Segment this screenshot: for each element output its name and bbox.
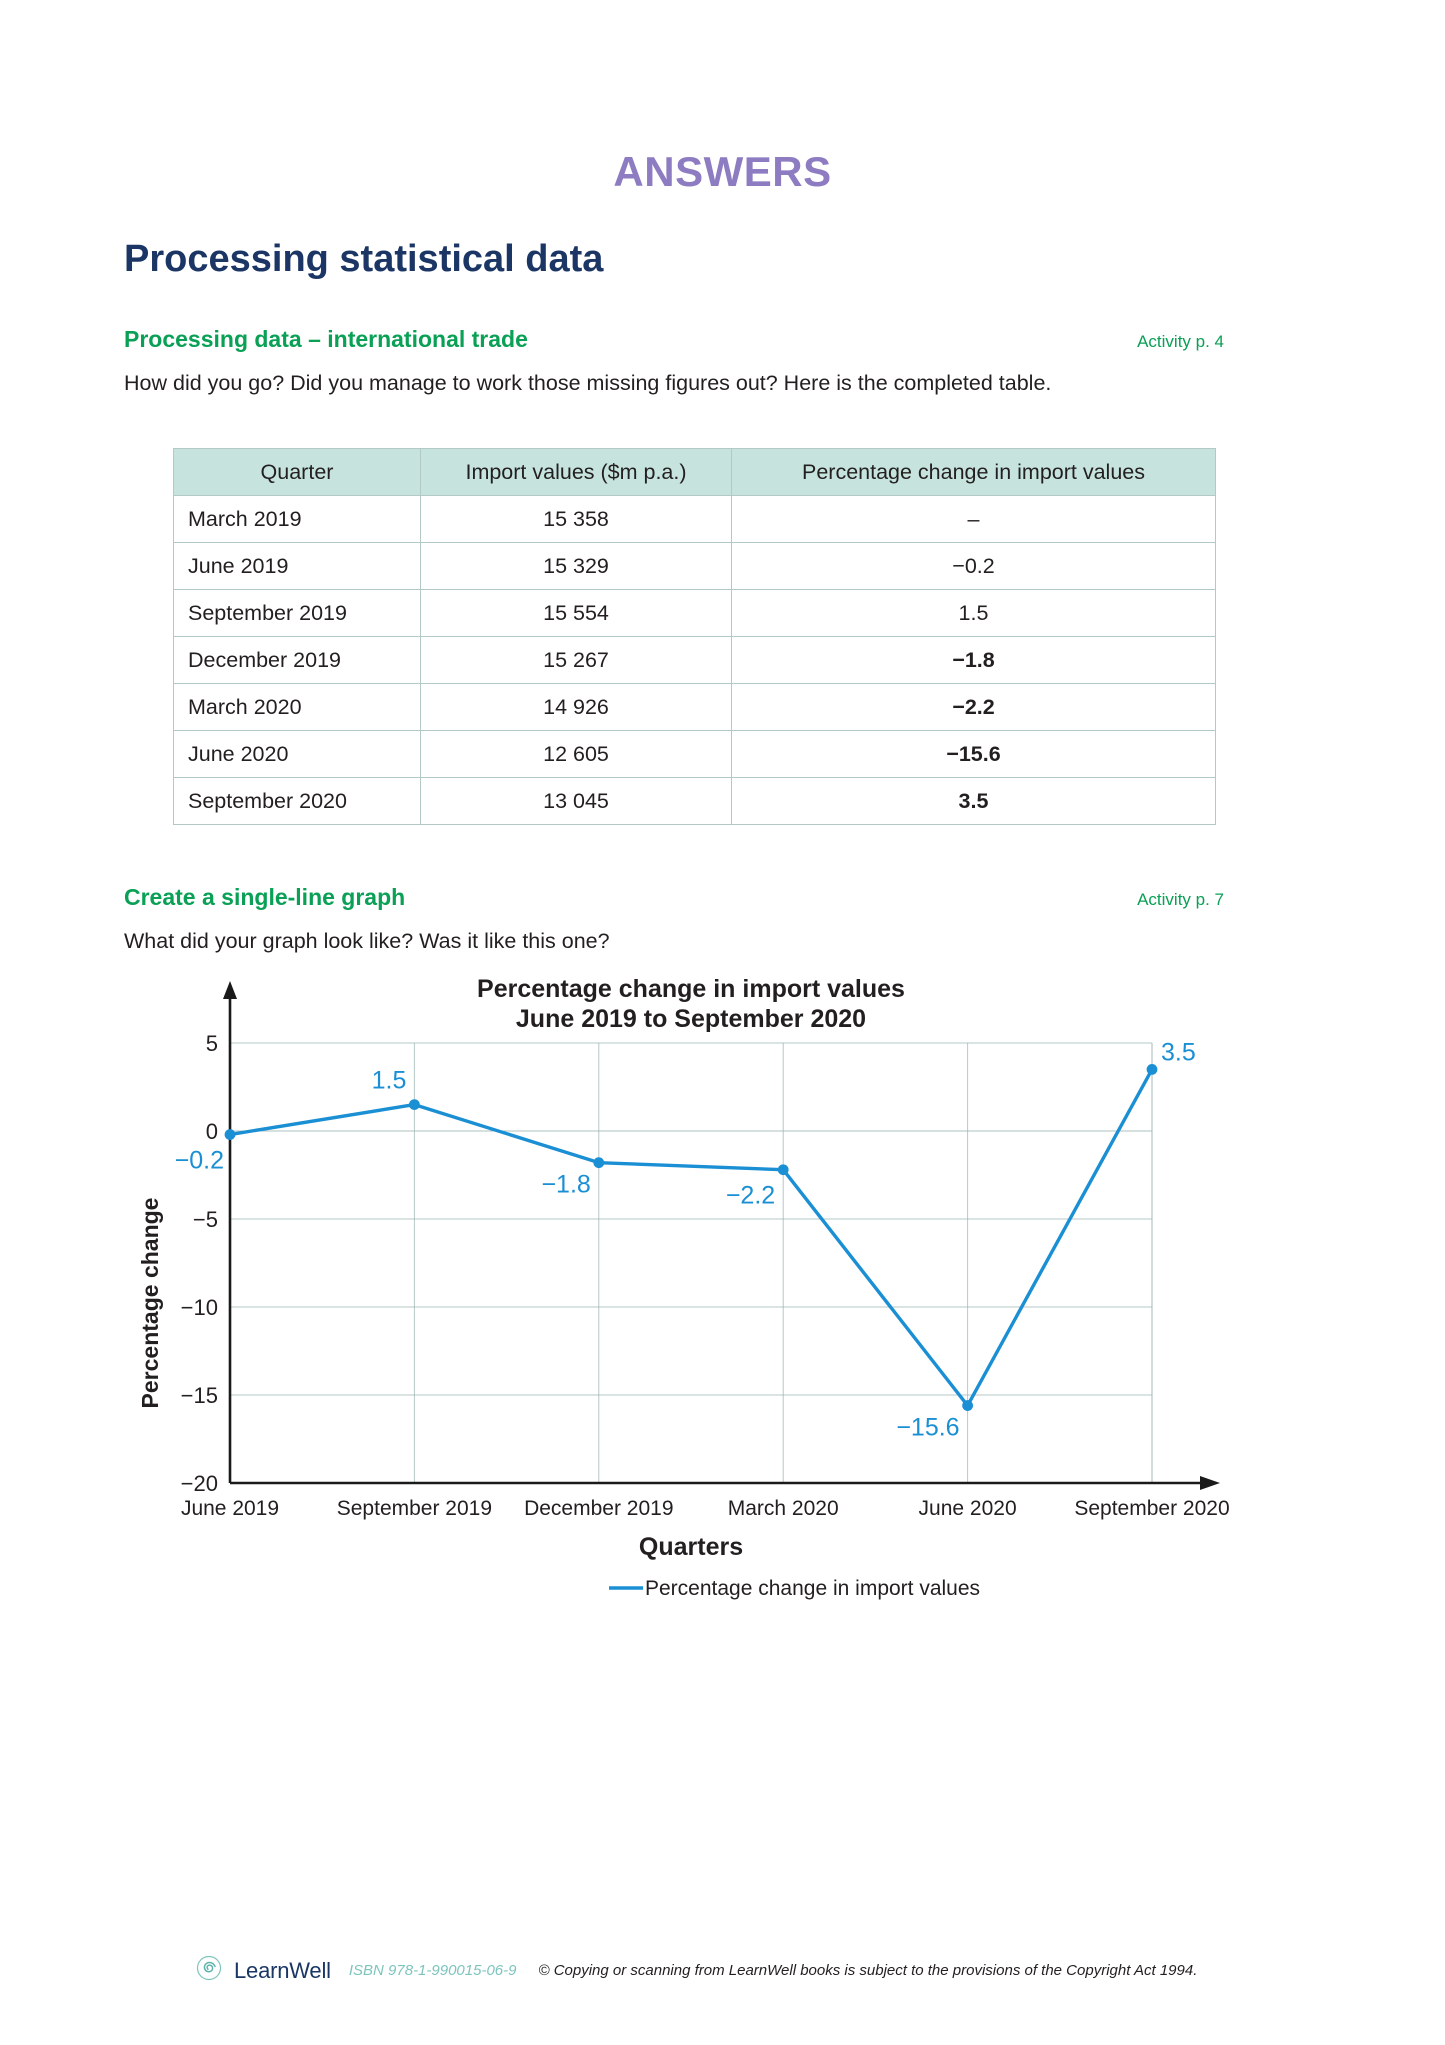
- cell-import-value: 13 045: [421, 778, 732, 825]
- y-axis-tick-label: −20: [180, 1471, 218, 1496]
- table-row: [174, 731, 1216, 778]
- cell-quarter: June 2019: [174, 543, 421, 590]
- chart-data-point-label: −0.2: [174, 1146, 224, 1175]
- x-axis-title: Quarters: [638, 1533, 744, 1561]
- page-footer: [196, 1955, 1197, 1986]
- chart-data-point: [225, 1129, 236, 1140]
- x-axis-tick-label: June 2019: [180, 1497, 280, 1520]
- section-body-1: How did you go? Did you manage to work those missing figures out? Here is the completed table.: [124, 371, 1052, 395]
- cell-quarter: September 2020: [174, 778, 421, 825]
- cell-percentage-change: –: [732, 496, 1216, 543]
- chart-data-point-label: 1.5: [371, 1066, 407, 1095]
- table-row: [174, 543, 1216, 590]
- y-axis-arrowhead: [223, 981, 237, 999]
- answers-title: ANSWERS: [613, 148, 832, 195]
- chart-data-point-label: −2.2: [725, 1181, 776, 1210]
- chart-title: Percentage change in import values: [477, 975, 905, 1003]
- y-axis-tick-label: 0: [205, 1119, 218, 1144]
- cell-percentage-change: 1.5: [732, 590, 1216, 637]
- cell-import-value: 15 554: [421, 590, 732, 637]
- cell-import-value: 15 267: [421, 637, 732, 684]
- x-axis-tick-label: December 2019: [524, 1497, 674, 1520]
- table-row: [174, 684, 1216, 731]
- activity-reference-2: Activity p. 7: [1137, 890, 1224, 909]
- cell-quarter: September 2019: [174, 590, 421, 637]
- column-header-quarter: Quarter: [174, 449, 421, 496]
- cell-percentage-change: 3.5: [732, 778, 1216, 825]
- chart-data-point: [593, 1157, 604, 1168]
- cell-quarter: December 2019: [174, 637, 421, 684]
- chart-data-line: [230, 1066, 1152, 1405]
- y-axis-tick-label: −5: [192, 1207, 218, 1232]
- cell-percentage-change: −15.6: [732, 731, 1216, 778]
- x-axis-tick-label: June 2020: [918, 1497, 1017, 1520]
- legend-label: Percentage change in import values: [645, 1577, 981, 1600]
- chart-canvas: [124, 975, 1324, 1635]
- import-values-table: [173, 448, 1216, 825]
- cell-import-value: 12 605: [421, 731, 732, 778]
- y-axis-tick-label: −10: [180, 1295, 218, 1320]
- section-title-single-line-graph: Create a single-line graph: [124, 884, 406, 910]
- chart-subtitle: June 2019 to September 2020: [515, 1005, 867, 1033]
- activity-reference-1: Activity p. 4: [1137, 332, 1224, 351]
- section-header-processing-data: [124, 326, 1224, 353]
- section-header-single-line-graph: [124, 884, 1224, 911]
- table-row: [174, 778, 1216, 825]
- cell-percentage-change: −1.8: [732, 637, 1216, 684]
- cell-import-value: 15 329: [421, 543, 732, 590]
- chart-data-point-label: −1.8: [541, 1170, 591, 1199]
- cell-import-value: 14 926: [421, 684, 732, 731]
- table-row: [174, 590, 1216, 637]
- table-header-row: [174, 449, 1216, 496]
- y-axis-tick-label: −15: [180, 1383, 218, 1408]
- table-body: [174, 496, 1216, 825]
- isbn-text: ISBN 978-1-990015-06-9: [348, 1962, 517, 1979]
- cell-quarter: March 2019: [174, 496, 421, 543]
- cell-percentage-change: −0.2: [732, 543, 1216, 590]
- chart-data-point-label: −15.6: [896, 1413, 960, 1442]
- section-title-processing-data: Processing data – international trade: [124, 326, 528, 352]
- cell-quarter: March 2020: [174, 684, 421, 731]
- chart-data-point: [1147, 1064, 1158, 1075]
- column-header-percentage-change: Percentage change in import values: [732, 449, 1216, 496]
- x-axis-tick-label: September 2019: [336, 1497, 493, 1520]
- x-axis-tick-label: September 2020: [1074, 1497, 1230, 1520]
- learnwell-spiral-icon: [196, 1955, 222, 1986]
- page-title: Processing statistical data: [124, 238, 604, 280]
- chart-data-point: [409, 1099, 420, 1110]
- cell-percentage-change: −2.2: [732, 684, 1216, 731]
- line-chart: [124, 975, 1324, 1635]
- y-axis-tick-label: 5: [205, 1031, 218, 1056]
- column-header-import-values: Import values ($m p.a.): [421, 449, 732, 496]
- table-row: [174, 637, 1216, 684]
- brand-name: LearnWell: [234, 1957, 331, 1983]
- cell-quarter: June 2020: [174, 731, 421, 778]
- x-axis-tick-label: March 2020: [727, 1497, 839, 1520]
- table-row: [174, 496, 1216, 543]
- chart-data-point: [962, 1400, 973, 1411]
- cell-import-value: 15 358: [421, 496, 732, 543]
- copyright-text: © Copying or scanning from LearnWell books is subject to the provisions of the Copyright Act 1994.: [538, 1962, 1198, 1979]
- x-axis-arrowhead: [1200, 1476, 1220, 1490]
- section-body-2: What did your graph look like? Was it like this one?: [124, 929, 610, 953]
- y-axis-title: Percentage change: [137, 1197, 163, 1409]
- chart-data-point: [778, 1164, 789, 1175]
- chart-data-point-label: 3.5: [1161, 1038, 1196, 1067]
